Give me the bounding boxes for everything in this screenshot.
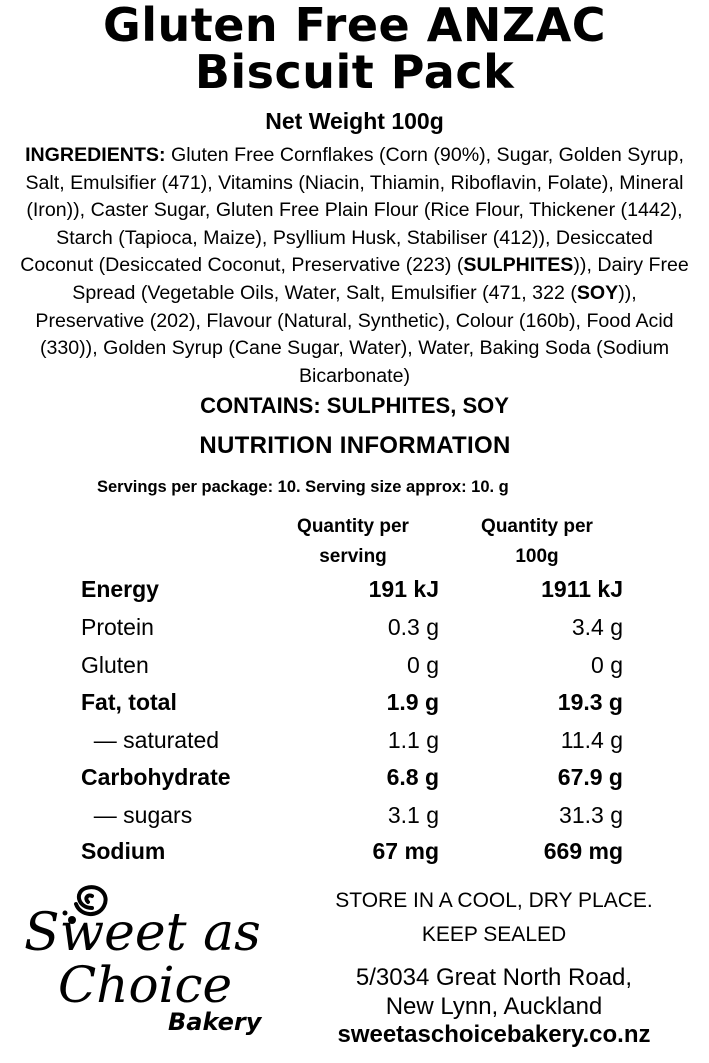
ingredients-text-3: )), Preservative (202), Flavour (Natural, Synthetic), Colour (160b), Food Acid (330)), Golden Syrup (Cane Sugar, Water), Water, Baking Soda (Sodium Bicarbonate) [35,281,674,387]
address-line-1: 5/3034 Great North Road, [355,964,633,991]
logo-word-3: Bakery [168,1008,262,1036]
logo-word-1: Sweet as [24,903,261,963]
nutrient-label: Gluten [81,652,149,678]
per-serving-value: 1.1 g [387,727,439,753]
ingredients-text-2: )), Dairy Free Spread (Vegetable Oils, Water, Salt, Emulsifier (471, 322 ( [72,254,689,304]
column-header-per-100g [462,512,612,572]
per-100g-value: 669 mg [543,838,623,864]
nutrition-row-sugars [77,802,633,839]
nutrition-title: NUTRITION INFORMATION [199,432,511,459]
per-100g-value: 3.4 g [571,614,623,640]
nutrient-label: — saturated [81,727,220,753]
bakery-logo [18,880,278,1050]
nutrition-row-saturated [77,727,633,764]
nutrition-row-fat-total [77,689,633,726]
nutrient-label: Protein [81,614,154,640]
nutrition-row-sodium [77,838,633,875]
allergen-sulphites: SULPHITES [463,254,574,277]
allergen-soy: SOY [576,281,619,304]
nutrition-row-protein [77,614,633,651]
storage-instructions [280,884,708,952]
column-header-per-100g-line1: Quantity per [481,516,593,537]
column-header-per-serving-line2: serving [319,546,387,567]
per-serving-value: 0 g [407,652,439,678]
per-100g-value: 19.3 g [557,689,623,715]
per-100g-value: 67.9 g [557,764,623,790]
storage-line-1: STORE IN A COOL, DRY PLACE. [335,889,653,912]
website: sweetaschoicebakery.co.nz [337,1021,651,1048]
contains-statement: CONTAINS: SULPHITES, SOY [200,393,509,418]
ingredients-paragraph [18,142,691,390]
nutrition-row-energy [77,576,633,613]
column-header-per-serving-line1: Quantity per [297,516,409,537]
per-serving-value: 191 kJ [368,576,439,602]
product-title [0,0,709,99]
per-100g-value: 1911 kJ [541,576,623,602]
per-100g-value: 31.3 g [559,802,623,828]
title-line-1: Gluten Free ANZAC [102,0,607,52]
nutrient-label: Sodium [81,838,166,864]
nutrition-row-gluten [77,652,633,689]
per-100g-value: 0 g [591,652,623,678]
column-header-per-100g-line2: 100g [515,546,559,567]
per-serving-value: 6.8 g [386,764,439,790]
storage-line-2: KEEP SEALED [421,923,567,946]
column-header-per-serving [277,512,429,572]
per-serving-value: 0.3 g [387,614,439,640]
address-line-2: New Lynn, Auckland [385,993,603,1020]
servings-info: Servings per package: 10. Serving size approx: 10. g [97,478,509,496]
title-line-2: Biscuit Pack [194,45,515,99]
per-100g-value: 11.4 g [560,727,623,753]
nutrient-label: Energy [81,576,159,602]
ingredients-text-1: Gluten Free Cornflakes (Corn (90%), Sugar, Golden Syrup, Salt, Emulsifier (471), Vitamins (Niacin, Thiamin, Riboflavin, Folate), Mineral (Iron)), Caster Sugar, Gluten Free Plain Flour (Rice Flour, Thickener (1442), Starch (Tapioca, Maize), Psyllium Husk, Stabiliser (412)), Desiccated Coconut (Desiccated Coconut, Preservative (223) ( [20,144,684,277]
per-serving-value: 3.1 g [387,802,439,828]
per-serving-value: 67 mg [372,838,439,864]
net-weight: Net Weight 100g [265,108,444,134]
nutrient-label: Carbohydrate [81,764,231,790]
nutrient-label: Fat, total [81,689,177,715]
address [280,963,708,1021]
ingredients-label: INGREDIENTS: [25,144,166,166]
nutrition-panel [77,422,633,878]
per-serving-value: 1.9 g [386,689,439,715]
nutrient-label: — sugars [81,802,193,828]
nutrition-row-carbohydrate [77,764,633,801]
logo-word-2: Choice [58,956,233,1014]
